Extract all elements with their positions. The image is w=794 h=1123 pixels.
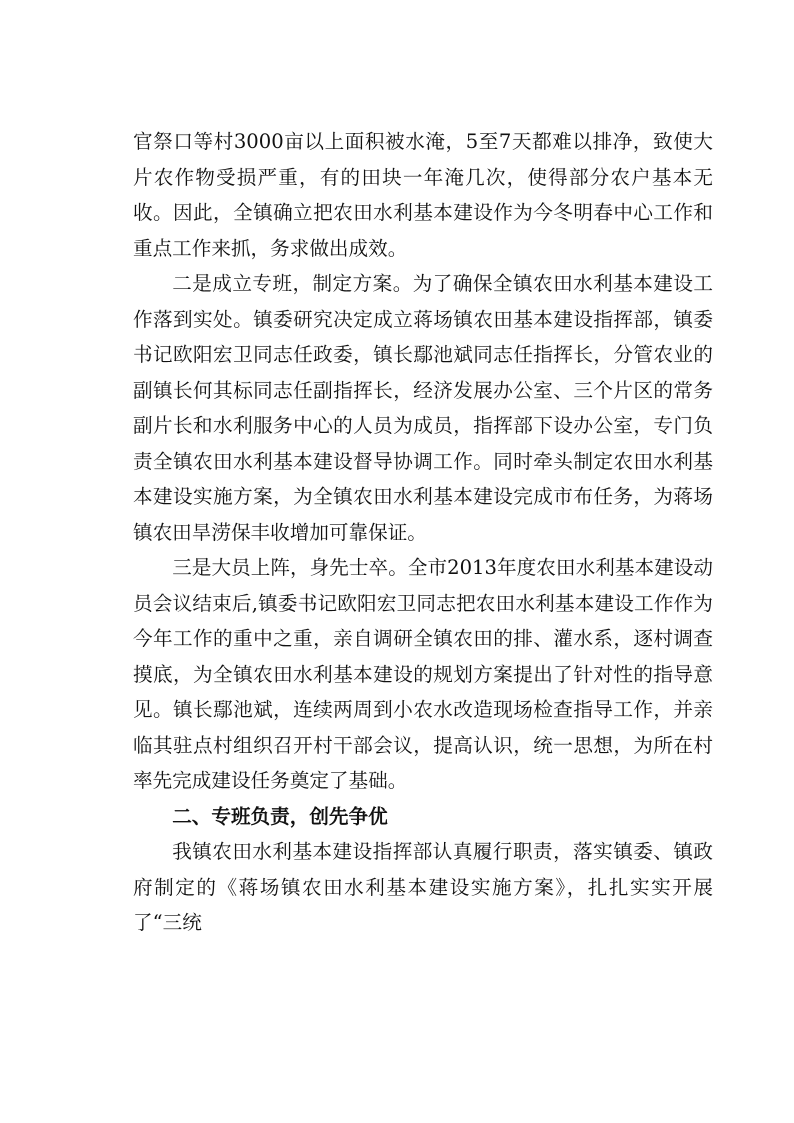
body-paragraph-implementation: 我镇农田水利基本建设指挥部认真履行职责，落实镇委、镇政府制定的《蒋场镇农田水利基本建设实施方案》，扎扎实实开展了“三统 (133, 840, 713, 934)
document-page (133, 124, 713, 941)
body-paragraph-task-force: 二是成立专班，制定方案。为了确保全镇农田水利基本建设工作落到实处。镇委研究决定成立蒋场镇农田基本建设指挥部，镇委书记欧阳宏卫同志任政委，镇长鄢池斌同志任指挥长，分管农业的副镇长何其标同志任副指挥长，经济发展办公室、三个片区的常务副片长和水利服务中心的人员为成员，指挥部下设办公室，专门负责全镇农田水利基本建设督导协调工作。同时牵头制定农田水利基本建设实施方案，为全镇农田水利基本建设完成市布任务，为蒋场镇农田旱涝保丰收增加可靠保证。 (133, 272, 713, 544)
body-paragraph-continued: 官祭口等村3000亩以上面积被水淹，5至7天都难以排净，致使大片农作物受损严重，有的田块一年淹几次，使得部分农户基本无收。因此，全镇确立把农田水利基本建设作为今冬明春中心工作和重点工作来抓，务求做出成效。 (133, 130, 713, 260)
section-heading: 二、专班负责，创先争优 (172, 804, 388, 828)
body-paragraph-leadership: 三是大员上阵，身先士卒。全市2013年度农田水利基本建设动员会议结束后,镇委书记欧阳宏卫同志把农田水利基本建设工作作为今年工作的重中之重，亲自调研全镇农田的排、灌水系，逐村调查摸底，为全镇农田水利基本建设的规划方案提出了针对性的指导意见。镇长鄢池斌，连续两周到小农水改造现场检查指导工作，并亲临其驻点村组织召开村干部会议，提高认识，统一思想，为所在村率先完成建设任务奠定了基础。 (133, 556, 713, 792)
